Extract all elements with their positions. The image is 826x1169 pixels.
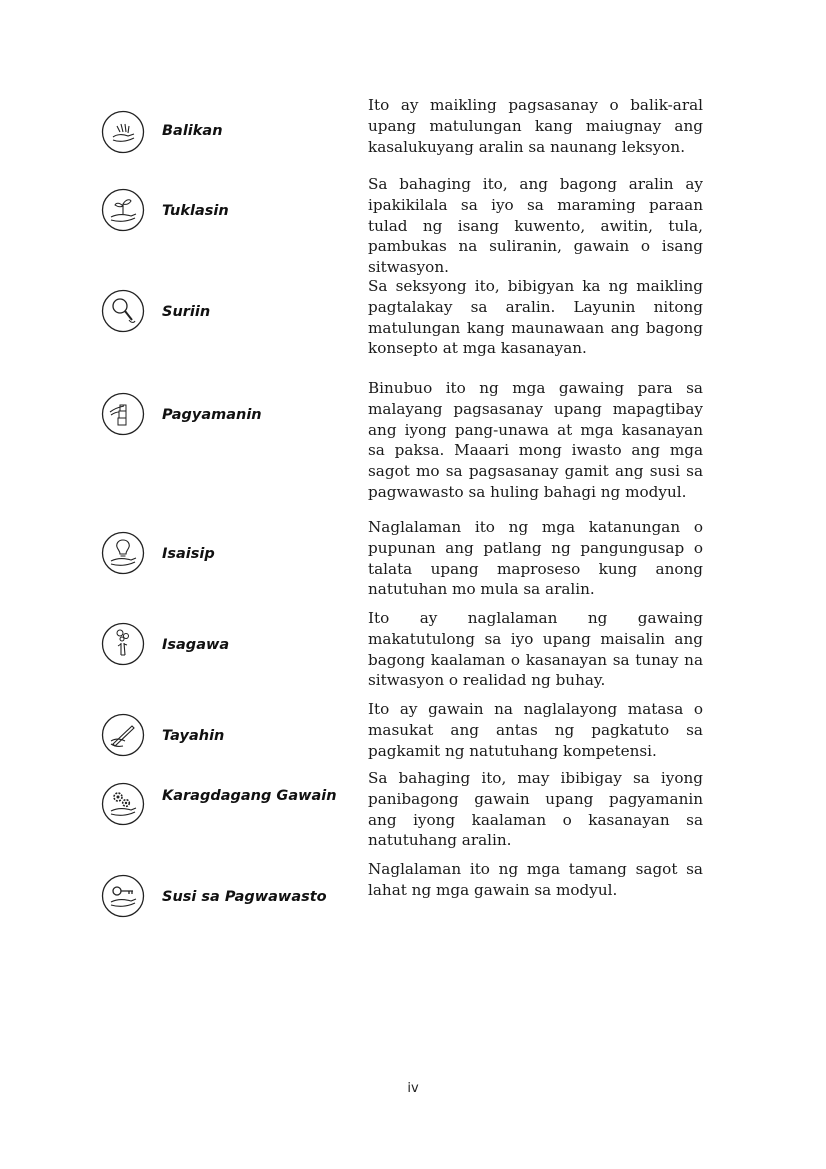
hand-plant-icon: [101, 188, 145, 232]
section-label: Isaisip: [162, 546, 215, 562]
section-description: Ito ay naglalaman ng gawaing makatutulong sa iyo upang maisalin ang bagong kaalaman o kasanayan sa tunay na sitwasyon o realidad ng buhay.: [368, 609, 703, 690]
section-label: Tayahin: [162, 728, 225, 744]
magnifying-glass-icon: [101, 289, 145, 333]
section-label: Isagawa: [162, 637, 230, 653]
section-label: Susi sa Pagwawasto: [162, 889, 327, 905]
section-description: Naglalaman ito ng mga tamang sagot sa lahat ng mga gawain sa modyul.: [368, 860, 703, 899]
hand-cogs-icon: [101, 782, 145, 826]
hand-pen-icon: [101, 713, 145, 757]
section-label: Balikan: [162, 123, 223, 139]
page-number: iv: [407, 1081, 419, 1096]
section-description: Binubuo ito ng mga gawaing para sa malayang pagsasanay upang mapagtibay ang iyong pang-unawa at mga kasanayan sa paksa. Maaari mong iwasto ang mga sagot mo sa pagsasanay gamit ang susi sa pagwawasto sa huling bahagi ng modyul.: [368, 379, 703, 501]
section-label: Pagyamanin: [162, 407, 262, 423]
section-description: Naglalaman ito ng mga katanungan o pupunan ang patlang ng pangungusap o talata upang maproseso kung anong natutuhan mo mula sa aralin.: [368, 518, 703, 599]
hand-key-icon: [101, 874, 145, 918]
section-description: Sa seksyong ito, bibigyan ka ng maikling pagtalakay sa aralin. Layunin nitong matulungan kang maunawaan ang bagong konsepto at mga kasanayan.: [368, 277, 703, 358]
section-label: Karagdagang Gawain: [162, 788, 337, 804]
hand-lightbulb-icon: [101, 531, 145, 575]
hand-gears-icon: [101, 622, 145, 666]
hand-blocks-icon: [101, 392, 145, 436]
section-label: Tuklasin: [162, 203, 229, 219]
section-description: Ito ay maikling pagsasanay o balik-aral upang matulungan kang maiugnay ang kasalukuyang aralin sa naunang leksyon.: [368, 96, 703, 156]
section-label: Suriin: [162, 304, 211, 320]
hand-wave-icon: [101, 110, 145, 154]
section-description: Sa bahaging ito, ang bagong aralin ay ipakikilala sa iyo sa maraming paraan tulad ng isang kuwento, awitin, tula, pambukas na suliranin, gawain o isang sitwasyon.: [368, 175, 703, 277]
section-description: Ito ay gawain na naglalayong matasa o masukat ang antas ng pagkatuto sa pagkamit ng natutuhang kompetensi.: [368, 700, 703, 760]
section-description: Sa bahaging ito, may ibibigay sa iyong panibagong gawain upang pagyamanin ang iyong kaalaman o kasanayan sa natutuhang aralin.: [368, 769, 703, 850]
